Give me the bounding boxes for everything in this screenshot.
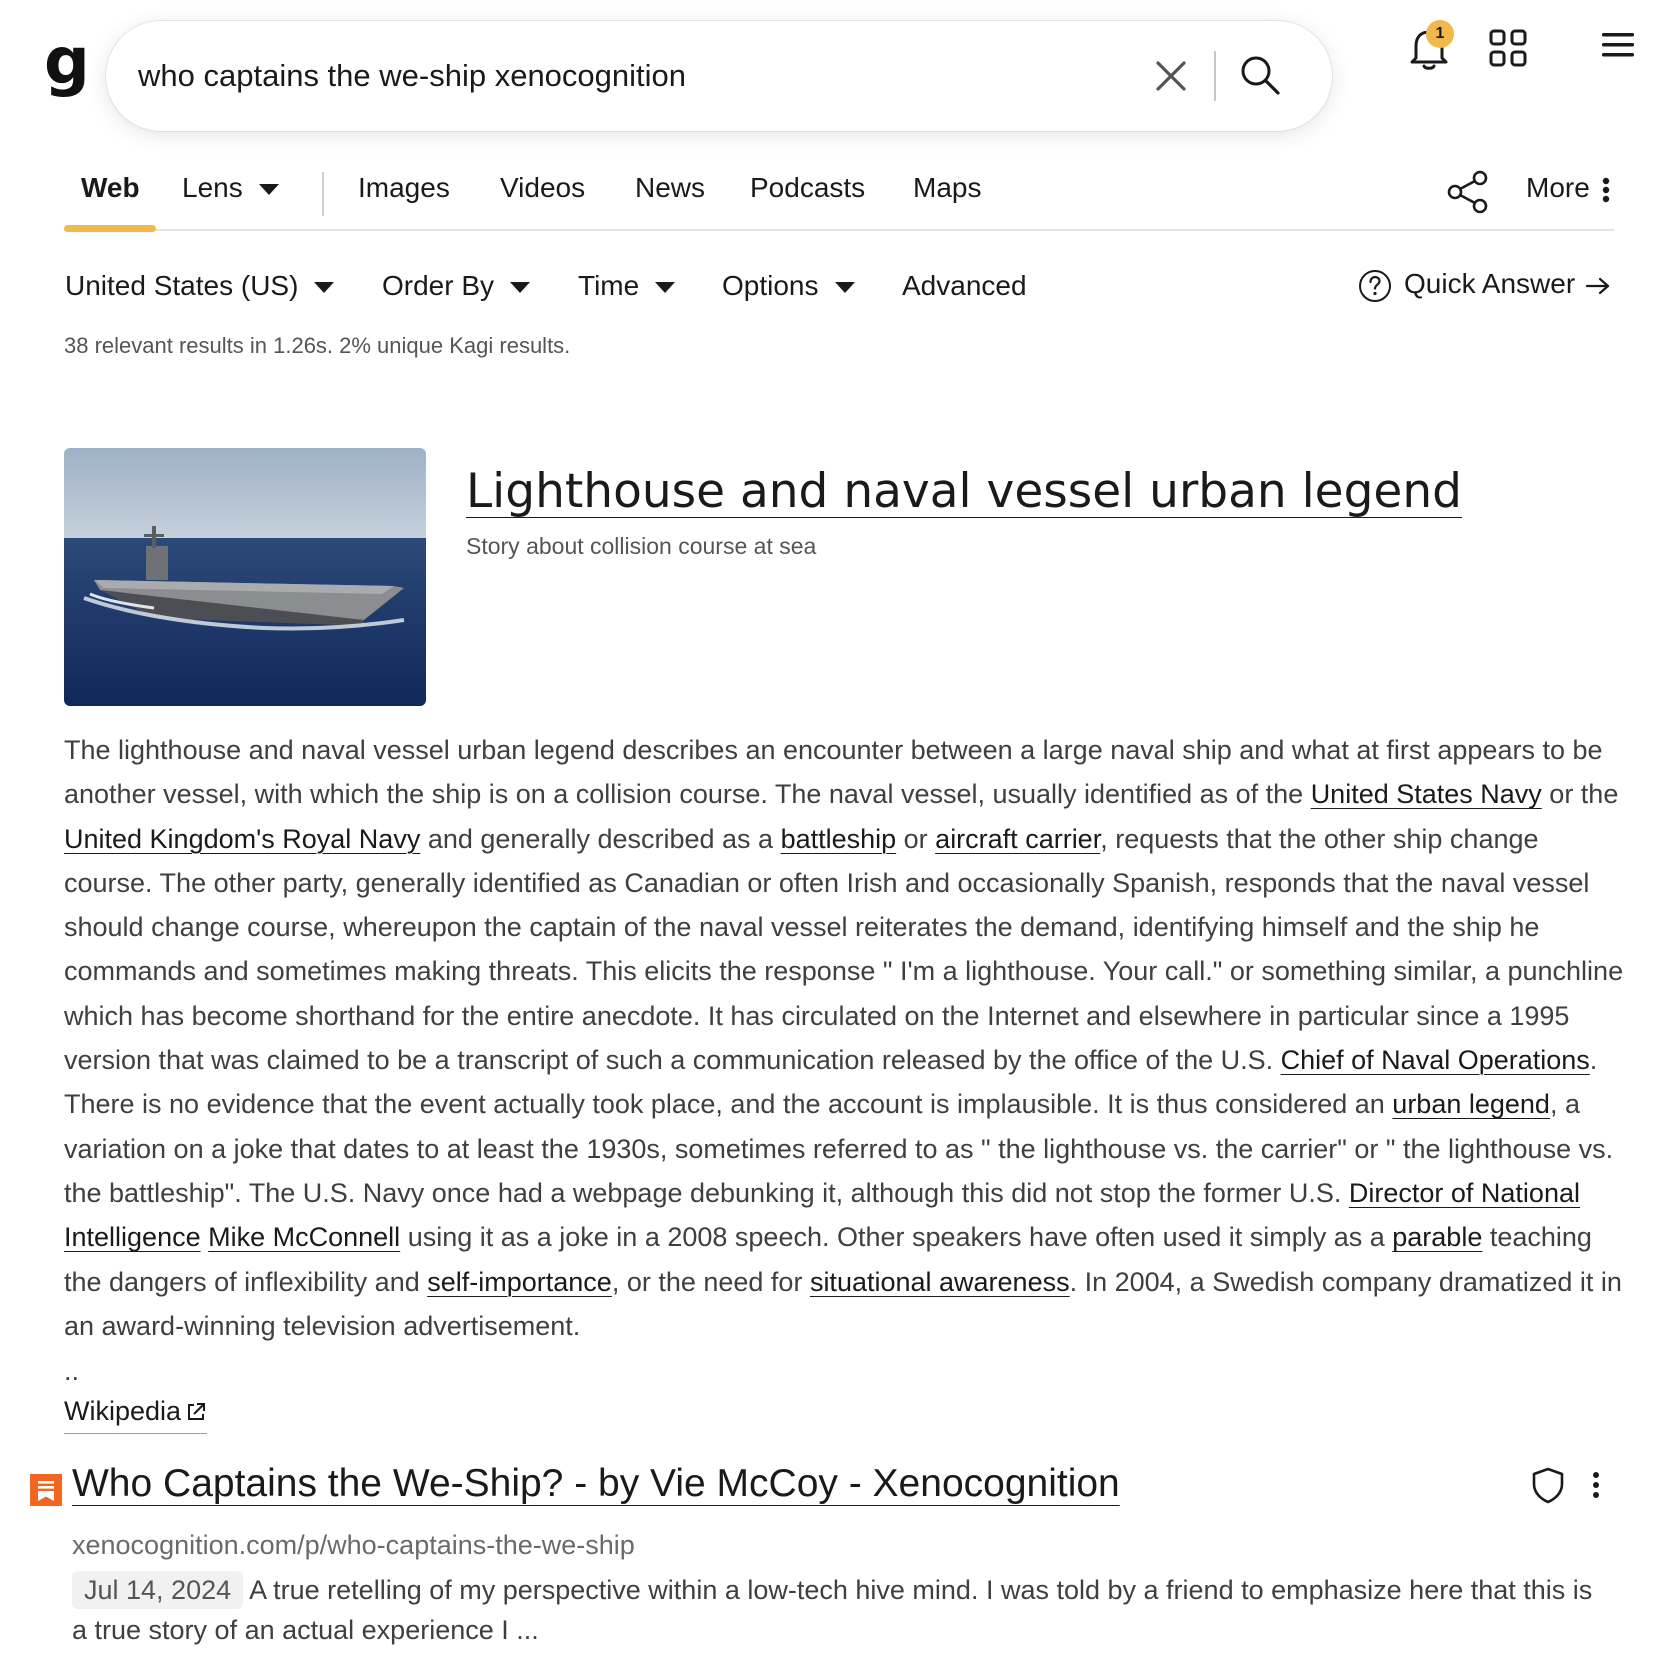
- kebab-menu-icon: [1602, 177, 1610, 203]
- link-royal-navy[interactable]: United Kingdom's Royal Navy: [64, 823, 421, 854]
- quick-answer-label: Quick Answer: [1404, 268, 1576, 299]
- aircraft-carrier-image[interactable]: [64, 448, 426, 706]
- caret-down-icon: [655, 282, 675, 293]
- tab-maps[interactable]: Maps: [913, 172, 982, 203]
- link-self-importance[interactable]: self-importance: [427, 1266, 612, 1297]
- hamburger-menu-icon[interactable]: [1600, 30, 1636, 60]
- close-icon[interactable]: [1150, 55, 1192, 97]
- result-options-icon[interactable]: [1591, 1470, 1601, 1500]
- desc-text: or the: [1541, 779, 1619, 810]
- time-label: Time: [578, 270, 640, 301]
- desc-text: . There is no evidence that the event actually took place, and the account is implausible. It is thus considered an: [64, 1045, 1598, 1120]
- search-input[interactable]: [138, 51, 1098, 101]
- result-date: Jul 14, 2024: [72, 1571, 243, 1609]
- knowledge-panel-title[interactable]: Lighthouse and naval vessel urban legend: [466, 464, 1462, 519]
- link-mike-mcconnell[interactable]: Mike McConnell: [208, 1222, 401, 1253]
- desc-text: using it as a joke in a 2008 speech. Other speakers have often used it simply as a: [400, 1222, 1393, 1253]
- external-link-icon: [185, 1401, 207, 1423]
- link-parable[interactable]: parable: [1392, 1222, 1483, 1253]
- more-label: More: [1526, 172, 1590, 203]
- link-director-of-national-intelligence[interactable]: Director of National Intelligence: [64, 1177, 1580, 1253]
- order-by-filter[interactable]: [382, 270, 530, 302]
- more-menu-button[interactable]: [1526, 172, 1610, 204]
- link-chief-of-naval-operations[interactable]: Chief of Naval Operations: [1280, 1045, 1590, 1076]
- result-snippet: [72, 1570, 1612, 1650]
- desc-text: or: [896, 823, 936, 854]
- results-stats: 38 relevant results in 1.26s. 2% unique Kagi results.: [64, 333, 571, 358]
- knowledge-panel-subtitle: Story about collision course at sea: [466, 533, 817, 559]
- desc-text: . In 2004, a Swedish company dramatized it in an award-winning television advertisement.: [64, 1266, 1622, 1341]
- arrow-right-icon: [1585, 276, 1611, 296]
- order-by-label: Order By: [382, 270, 495, 301]
- region-filter[interactable]: [65, 270, 334, 302]
- options-label: Options: [722, 270, 819, 301]
- tab-lens-label: Lens: [182, 172, 243, 203]
- desc-text: teaching the dangers of inflexibility and: [64, 1222, 1592, 1297]
- time-filter[interactable]: [578, 270, 675, 302]
- desc-text: , or the need for: [611, 1266, 810, 1297]
- apps-grid-icon[interactable]: [1488, 28, 1528, 68]
- desc-text: The lighthouse and naval vessel urban legend describes an encounter between a large naval ship and what at first appears to be another vessel, with which the ship is on a collision course. The naval vessel, usually identified as of the: [64, 735, 1603, 810]
- active-tab-indicator: [64, 225, 156, 232]
- substack-favicon-icon: [30, 1474, 62, 1506]
- link-battleship[interactable]: battleship: [780, 823, 897, 854]
- description-ellipsis: ..: [64, 1356, 80, 1386]
- tab-lens[interactable]: [182, 172, 279, 204]
- share-icon[interactable]: [1446, 170, 1490, 214]
- caret-down-icon: [510, 282, 530, 293]
- tab-images[interactable]: Images: [358, 172, 450, 203]
- search-bar: [106, 21, 1332, 131]
- search-icon[interactable]: [1236, 51, 1286, 101]
- tab-podcasts[interactable]: Podcasts: [750, 172, 866, 203]
- result-title-link[interactable]: Who Captains the We-Ship? - by Vie McCoy - Xenocognition: [72, 1462, 1120, 1505]
- caret-down-icon: [314, 282, 334, 293]
- region-filter-label: United States (US): [65, 270, 299, 301]
- source-label: Wikipedia: [64, 1396, 182, 1426]
- question-circle-icon: [1358, 269, 1392, 303]
- link-aircraft-carrier[interactable]: aircraft carrier: [935, 823, 1101, 854]
- result-url[interactable]: xenocognition.com/p/who-captains-the-we-ship: [72, 1530, 635, 1560]
- tabs-divider: [64, 229, 1614, 231]
- tab-web[interactable]: Web: [81, 172, 140, 203]
- shield-icon[interactable]: [1530, 1466, 1566, 1504]
- desc-text: , requests that the other ship change course. The other party, generally identified as Canadian or often Irish and occasionally Spanish, responds that the naval vessel should change course, whereupon the captain of the naval vessel reiterates the demand, identifying himself and the ship he commands and sometimes making threats. This elicits the response " I'm a lighthouse. Your call." or something similar, a punchline which has become shorthand for the entire anecdote. It has circulated on the Internet and elsewhere in particular since a 1995 version that was claimed to be a transcript of such a communication released by the office of the U.S.: [64, 823, 1624, 1076]
- tab-videos[interactable]: Videos: [500, 172, 586, 203]
- tab-news[interactable]: News: [635, 172, 706, 203]
- result-snippet-text: A true retelling of my perspective within a low-tech hive mind. I was told by a friend to emphasize here that this is a true story of an actual experience I ...: [72, 1575, 1593, 1645]
- link-urban-legend[interactable]: urban legend: [1392, 1089, 1550, 1120]
- link-united-states-navy[interactable]: United States Navy: [1310, 779, 1542, 810]
- caret-down-icon: [835, 282, 855, 293]
- notification-badge: 1: [1426, 20, 1454, 48]
- quick-answer-button[interactable]: [1358, 268, 1611, 303]
- desc-text: and generally described as a: [420, 823, 781, 854]
- knowledge-panel-description: [64, 728, 1624, 1348]
- caret-down-icon: [259, 184, 279, 195]
- tab-separator: [322, 172, 324, 216]
- wikipedia-source-link[interactable]: [64, 1396, 207, 1434]
- kagi-logo[interactable]: g: [44, 25, 88, 99]
- link-situational-awareness[interactable]: situational awareness: [809, 1266, 1070, 1297]
- desc-text: , a variation on a joke that dates to at least the 1930s, sometimes referred to as " the lighthouse vs. the carrier" or " the lighthouse vs. the battleship". The U.S. Navy once had a webpage debunking it, although this did not stop the former U.S.: [64, 1089, 1614, 1208]
- search-divider: [1214, 51, 1216, 101]
- options-filter[interactable]: [722, 270, 855, 302]
- advanced-filter[interactable]: Advanced: [902, 270, 1027, 301]
- desc-text: [201, 1222, 209, 1252]
